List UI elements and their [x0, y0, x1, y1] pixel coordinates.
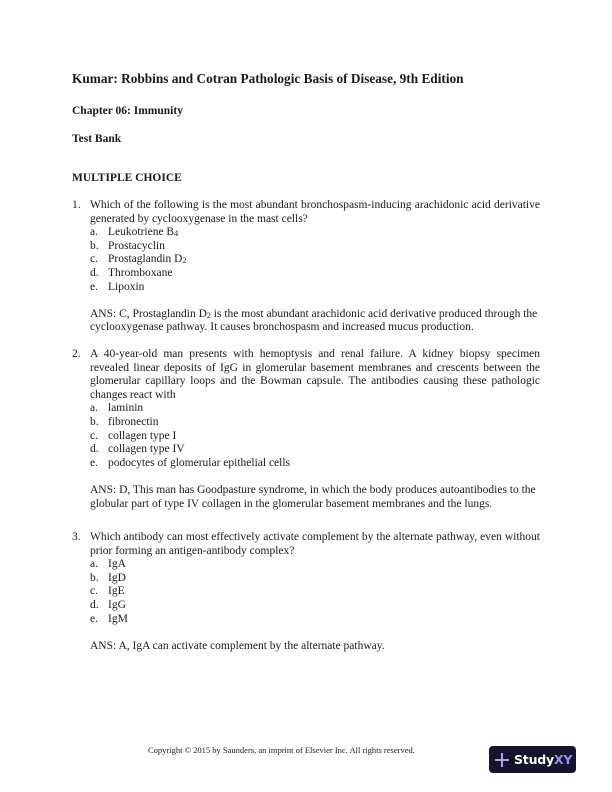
option-text: IgE	[108, 585, 125, 598]
document-title: Kumar: Robbins and Cotran Pathologic Basis of Disease, 9th Edition	[72, 71, 464, 86]
option-text: IgA	[108, 558, 126, 571]
option-letter: a.	[90, 226, 98, 239]
option-letter: b.	[90, 415, 99, 428]
question-number: 2.	[72, 348, 81, 360]
option-text: Lipoxin	[108, 280, 145, 293]
option-subscript: 4	[174, 229, 179, 239]
option-item	[90, 443, 540, 457]
test-bank-heading: Test Bank	[72, 133, 122, 145]
option-item	[90, 281, 540, 295]
option-text: IgM	[108, 612, 128, 625]
option-item	[90, 240, 540, 254]
question-stem: Which of the following is the most abundant bronchospasm-inducing arachidonic acid derivative generated by cyclooxygenase in the mast cells?	[90, 199, 540, 225]
option-item	[90, 585, 540, 599]
option-text: Leukotriene B	[108, 226, 175, 239]
answer-explanation	[90, 308, 540, 335]
option-item	[90, 430, 540, 444]
copyright-footer: Copyright © 2015 by Saunders, an imprint of Elsevier Inc. All rights reserved.	[148, 745, 415, 755]
option-item	[90, 572, 540, 586]
answer-explanation	[90, 640, 540, 654]
brand-name	[514, 752, 572, 767]
option-text: podocytes of glomerular epithelial cells	[108, 456, 291, 469]
option-item	[90, 253, 540, 267]
option-letter: c.	[90, 585, 98, 598]
option-letter: b.	[90, 239, 99, 252]
option-list	[90, 226, 540, 294]
answer-text-continued: is the most abundant arachidonic acid derivative produced through the cyclooxygenase pathway. It causes bronchospasm and increased mucus production.	[90, 307, 538, 334]
option-item	[90, 613, 540, 627]
option-text: Prostacyclin	[108, 239, 165, 252]
option-letter: b.	[90, 571, 99, 584]
option-text: IgG	[108, 598, 126, 611]
option-item	[90, 599, 540, 613]
plus-icon	[495, 753, 509, 767]
option-list	[90, 558, 540, 626]
option-item	[90, 226, 540, 240]
brand-accent: XY	[553, 752, 573, 767]
brand-main: Study	[514, 752, 554, 767]
question-1	[72, 199, 540, 335]
option-letter: a.	[90, 402, 98, 415]
answer-text: ANS: D, This man has Goodpasture syndrome, in which the body produces autoantibodies to the globular part of type IV collagen in the glomerular basement membranes and the lungs.	[90, 483, 536, 510]
option-text: fibronectin	[108, 415, 159, 428]
option-item	[90, 267, 540, 281]
option-text: collagen type IV	[108, 443, 185, 456]
answer-subscript: 2	[206, 310, 211, 320]
option-item	[90, 416, 540, 430]
answer-text: ANS: A, IgA can activate complement by the alternate pathway.	[90, 639, 385, 652]
option-letter: e.	[90, 280, 98, 293]
answer-explanation	[90, 484, 540, 511]
option-item	[90, 402, 540, 416]
option-text: Prostaglandin D	[108, 253, 183, 266]
option-text: Thromboxane	[108, 266, 173, 279]
question-2	[72, 348, 540, 511]
option-letter: c.	[90, 429, 98, 442]
option-subscript: 2	[182, 256, 187, 266]
option-letter: e.	[90, 612, 98, 625]
question-3	[72, 531, 540, 653]
option-text: laminin	[108, 402, 144, 415]
option-letter: c.	[90, 253, 98, 266]
section-heading: MULTIPLE CHOICE	[72, 172, 182, 184]
question-number: 3.	[72, 531, 81, 543]
question-number: 1.	[72, 199, 81, 211]
option-item	[90, 457, 540, 471]
answer-text: ANS: C, Prostaglandin D	[90, 307, 207, 320]
question-stem: A 40-year-old man presents with hemoptysis and renal failure. A kidney biopsy specimen revealed linear deposits of IgG in glomerular basement membranes and crescents between the glomerular capillary loops and the Bowman capsule. The antibodies causing these pathologic changes react with	[90, 348, 540, 401]
option-letter: a.	[90, 558, 98, 571]
option-list	[90, 402, 540, 470]
option-letter: d.	[90, 443, 99, 456]
question-stem: Which antibody can most effectively activate complement by the alternate pathway, even without prior forming an antigen-antibody complex?	[90, 531, 540, 557]
option-letter: e.	[90, 456, 98, 469]
option-letter: d.	[90, 598, 99, 611]
option-text: IgD	[108, 571, 126, 584]
studyxy-badge[interactable]	[489, 746, 576, 773]
option-text: collagen type I	[108, 429, 177, 442]
chapter-heading: Chapter 06: Immunity	[72, 105, 183, 117]
option-letter: d.	[90, 266, 99, 279]
option-item	[90, 558, 540, 572]
